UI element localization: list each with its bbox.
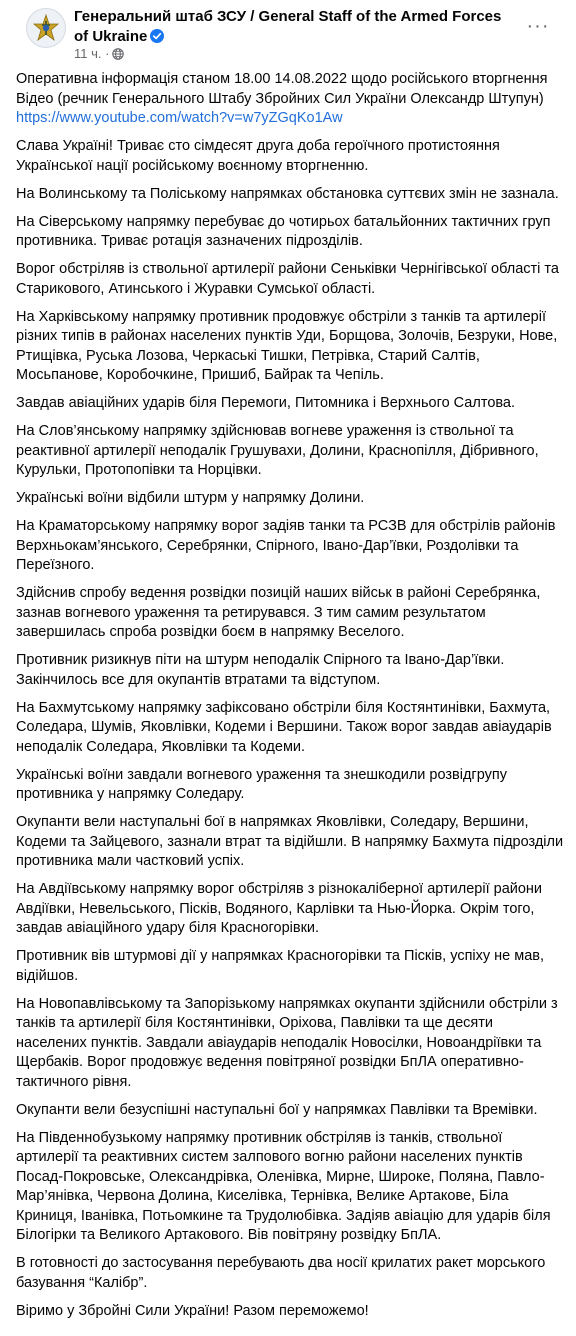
post-paragraph-21: Віримо у Збройні Сили України! Разом переможемо! <box>16 1302 369 1319</box>
post-paragraph-6: Завдав авіаційних ударів біля Перемоги, Питомника і Верхнього Салтова. <box>16 395 516 411</box>
post-paragraph-8: Українські воїни відбили штурм у напрямку Долини. <box>16 490 365 506</box>
post-paragraph-20: В готовності до застосування перебувають два носії крилатих ракет морського базування “Калібр”. <box>16 1255 546 1291</box>
post-paragraph-19: На Південнобузькому напрямку противник обстріляв із танків, ствольної артилерії та реактивних систем залпового вогню райони населених пунктів Посад-Покровське, Олександрівка, Оленівка, Мирне, Широке, Поляна, Павло-Мар’янівка, Червона Долина, Киселівка, Тернівка, Велике Артакове, Біла Криниця, Іванівка, Потьомкине та Трудолюбівка. Задіяв авіацію для ударів біля Білогірки та Великого Артакового. Вів повітряну розвідку БпЛА. <box>16 1129 551 1243</box>
post-paragraph-7: На Слов’янському напрямку здійснював вогневе ураження із ствольної та реактивної артилерії неподалік Грушувахи, Долини, Краснопілля, Дібривного, Курульки, Протопопівки та Норцівки. <box>16 423 539 478</box>
post-paragraph-1: Слава Україні! Триває сто сімдесят друга доба героїчного протистояння Української нації російському воєнному вторгненню. <box>16 138 500 174</box>
post-paragraph-14: Окупанти вели наступальні бої в напрямках Яковлівки, Соледару, Вершини, Кодеми та Зайцевого, зазнали втрат та відійшли. В напрямку Бахмута підрозділи противника мали частковий успіх. <box>16 814 564 869</box>
post-meta <box>74 46 124 62</box>
post-paragraph-5: На Харківському напрямку противник продовжує обстріли з танків та артилерії різних типів в районах населених пунктів Уди, Борщова, Золочів, Безруки, Нове, Ртищівка, Руська Лозова, Черкаські Тишки, Петрівка, Старий Салтів, Мосьпанове, Коробочкине, Пришиб, Байрак та Чепіль. <box>16 308 558 383</box>
intro-line-1: Оперативна інформація станом 18.00 14.08.2022 щодо російського вторгнення <box>16 71 548 87</box>
page-name[interactable] <box>74 7 514 47</box>
verified-badge-icon <box>150 29 164 43</box>
more-options-icon[interactable] <box>524 12 552 40</box>
post-header <box>16 0 560 70</box>
globe-icon[interactable] <box>112 48 124 60</box>
post-paragraph-9: На Краматорському напрямку ворог задіяв танки та РСЗВ для обстрілів районів Верхньокам’янського, Серебрянки, Спірного, Івано-Дар’ївки, Роздолівки та Переїзного. <box>16 518 556 573</box>
post-paragraph-18: Окупанти вели безуспішні наступальні бої у напрямках Павлівки та Времівки. <box>16 1101 538 1118</box>
post-paragraph-11: Противник ризикнув піти на штурм неподалік Спірного та Івано-Дар’ївки. Закінчилось все для окупантів втратами та відступом. <box>16 652 505 688</box>
general-staff-emblem-icon <box>31 13 61 43</box>
post-paragraph-15: На Авдіївському напрямку ворог обстріляв з різнокаліберної артилерії райони Авдіївки, Невельського, Пісків, Водяного, Карлівки та Нью-Йорка. Окрім того, завдав авіаційного удару біля Красногорівки. <box>16 881 543 936</box>
post-paragraph-10: Здійснив спробу ведення розвідки позицій наших військ в районі Серебрянка, зазнав вогневого ураження та ретирувався. З тим самим результатом завершилась спроба розвідки боєм в напрямку Веселого. <box>16 585 541 640</box>
post-body <box>16 70 566 1330</box>
post-paragraph-16: Противник вів штурмові дії у напрямках Красногорівки та Пісків, успіху не мав, відійшов. <box>16 948 545 984</box>
intro-line-2: Відео (речник Генерального Штабу Збройних Сил України Олександр Штупун) <box>16 90 544 107</box>
intro-paragraph <box>16 70 566 129</box>
post-paragraph-2: На Волинському та Поліському напрямках обстановка суттєвих змін не зазнала. <box>16 185 559 202</box>
post-paragraph-3: На Сіверському напрямку перебуває до чотирьох батальйонних тактичних груп противника. Триває ротація зазначених підрозділів. <box>16 213 551 249</box>
more-options-label[interactable]: ··· <box>526 14 550 37</box>
page-name-text[interactable]: Генеральний штаб ЗСУ / General Staff of the Armed Forces of Ukraine <box>74 8 502 45</box>
post-timestamp[interactable]: 11 ч. · <box>74 46 110 61</box>
video-link[interactable]: https://www.youtube.com/watch?v=w7yZGqKo1Aw <box>16 110 343 126</box>
page-avatar[interactable] <box>26 8 66 48</box>
post-paragraph-4: Ворог обстріляв із ствольної артилерії райони Сеньківки Чернігівської області та Старикового, Атинського і Журавки Сумської області. <box>16 261 559 297</box>
post-paragraph-12: На Бахмутському напрямку зафіксовано обстріли біля Костянтинівки, Бахмута, Соледара, Шумів, Яковлівки, Кодеми і Вершини. Також ворог завдав авіаударів неподалік Соледара, Яковлівки та Кодеми. <box>16 699 552 755</box>
post-paragraph-13: Українські воїни завдали вогневого ураження та знешкодили розвідгрупу противника у напрямку Соледару. <box>16 766 507 802</box>
post-paragraph-17: На Новопавлівському та Запорізькому напрямках окупанти здійснили обстріли з танків та артилерії біля Костянтинівки, Оріхова, Павлівки та ще десяти населених пунктів. Завдали авіаударів неподалік Новосілки, Новоандріївки та Щербаків. Ворог продовжує ведення повітряної розвідки БпЛА оперативно-тактичного рівня. <box>16 995 558 1090</box>
